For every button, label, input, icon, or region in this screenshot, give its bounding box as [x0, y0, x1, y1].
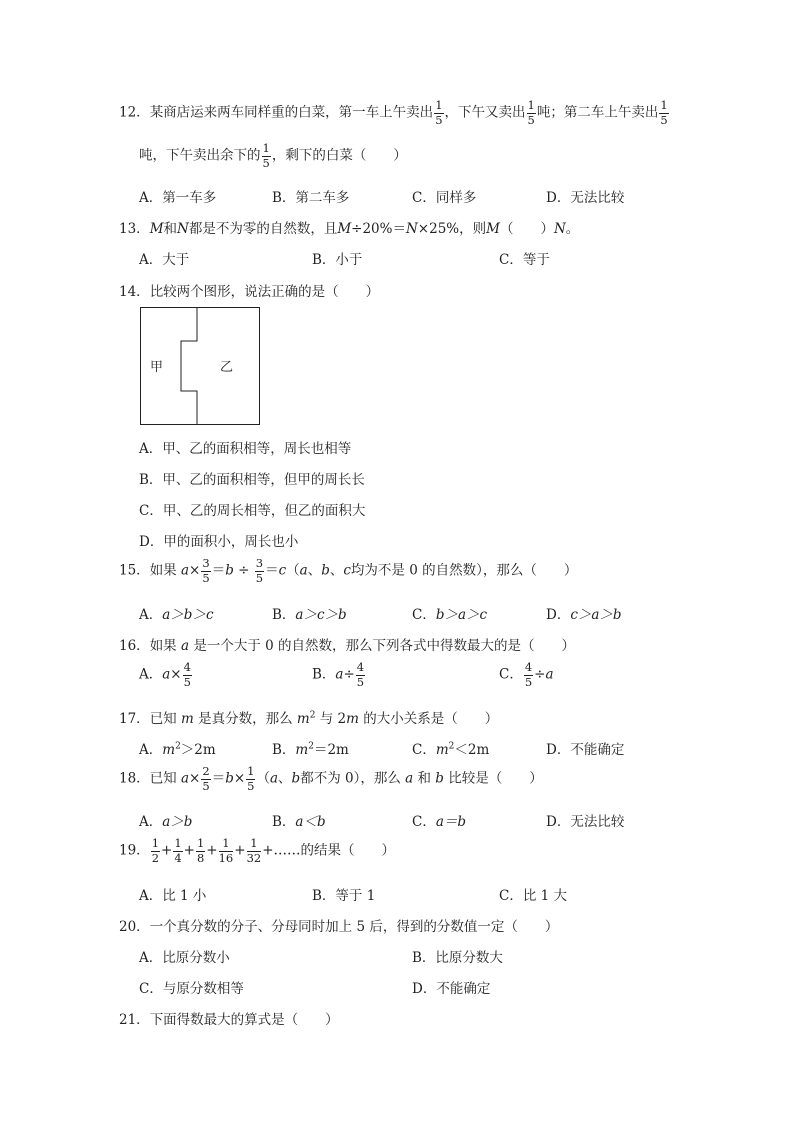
- question-number: 12．: [119, 104, 150, 121]
- variable: a: [180, 770, 190, 787]
- question-text: 和: [417, 770, 431, 787]
- question-19: [119, 838, 395, 864]
- operator: ×: [233, 770, 246, 787]
- option-b[interactable]: B．甲、乙的面积相等，但甲的周长长: [139, 472, 365, 488]
- question-number: 15．: [119, 562, 150, 579]
- variable: m: [296, 711, 310, 727]
- variable: a: [405, 770, 414, 787]
- variable: a: [299, 562, 308, 579]
- variable: m: [180, 711, 194, 727]
- option-a[interactable]: A．大于: [139, 252, 190, 268]
- option-c[interactable]: C．同样多: [412, 190, 477, 206]
- option-b[interactable]: B．a＜b: [272, 814, 326, 830]
- variable: b: [225, 562, 234, 579]
- question-text: ，下午又卖出: [444, 104, 526, 121]
- question-text: 都不为 0），那么: [300, 770, 401, 787]
- option-b[interactable]: B．小于: [312, 252, 363, 268]
- operator: ×: [189, 562, 201, 579]
- option-d[interactable]: D．甲的面积小，周长也小: [139, 534, 299, 550]
- fraction: $\frac{1}{5}$: [660, 98, 668, 127]
- exponent: 2: [309, 710, 316, 721]
- option-a[interactable]: A．a× $\frac{4}{5}$: [139, 660, 191, 689]
- variable: b: [435, 770, 444, 787]
- question-text: 已知: [149, 711, 177, 727]
- option-d[interactable]: D．c＞a＞b: [546, 607, 622, 623]
- option-a[interactable]: A．第一车多: [139, 190, 217, 206]
- option-b[interactable]: B．$m^2=2m$: [272, 741, 349, 758]
- variable: a: [269, 770, 279, 787]
- question-13: [119, 217, 579, 237]
- option-c[interactable]: C． $\frac{4}{5}$ ÷a: [499, 660, 554, 689]
- variable: c: [343, 562, 351, 579]
- option-a[interactable]: A．甲、乙的面积相等，周长也相等: [139, 441, 352, 457]
- variable: b: [291, 770, 301, 787]
- variable: M: [149, 221, 164, 237]
- question-number: 14．: [119, 284, 150, 300]
- fraction: $\frac{1}{8}$: [196, 836, 205, 865]
- question-text: （: [286, 562, 300, 579]
- question-text: 吨；第二车上午卖出: [536, 104, 659, 121]
- question-18: [119, 766, 543, 792]
- question-number: 21．: [119, 1012, 150, 1028]
- question-number: 18．: [119, 770, 150, 787]
- question-text: 与 2: [319, 711, 347, 727]
- question-text: 某商店运来两车同样重的白菜，第一车上午卖出: [149, 104, 434, 121]
- variable: b: [225, 770, 234, 787]
- fraction: $\frac{1}{5}$: [262, 141, 270, 170]
- variable: m: [346, 711, 359, 727]
- question-14: [119, 280, 379, 300]
- variable: M: [337, 221, 352, 237]
- option-a[interactable]: A．a＞b: [139, 814, 193, 830]
- operator: +: [234, 842, 246, 859]
- option-d[interactable]: D．无法比较: [546, 814, 625, 830]
- question-text: 均为不是 0 的自然数），那么（ ）: [350, 562, 578, 579]
- question-text: 的大小关系是（ ）: [363, 711, 499, 727]
- question-text: +……的结果（ ）: [262, 842, 396, 859]
- option-b[interactable]: B．a＞c＞b: [272, 607, 347, 623]
- fraction: $\frac{1}{32}$: [246, 836, 262, 865]
- question-text: （: [256, 770, 270, 787]
- operator: +: [206, 842, 218, 859]
- option-c[interactable]: C．等于: [499, 252, 550, 268]
- question-text: （ ）: [499, 221, 554, 237]
- question-number: 16．: [119, 638, 150, 654]
- question-text: 和: [163, 221, 178, 237]
- question-text: 下面得数最大的算式是（ ）: [149, 1012, 339, 1028]
- option-a[interactable]: A．比 1 小: [139, 888, 207, 904]
- fraction: $\frac{1}{4}$: [174, 836, 182, 865]
- option-b[interactable]: B．a÷ $\frac{4}{5}$: [312, 660, 365, 689]
- question-text: 、: [329, 562, 344, 579]
- option-c[interactable]: C．$m^2<2m$: [412, 741, 490, 758]
- question-text: 吨，下午卖出余下的: [139, 147, 261, 164]
- question-12: [119, 100, 670, 126]
- fraction: $\frac{1}{5}$: [527, 98, 535, 127]
- question-text: 都是不为零的自然数，且: [188, 221, 338, 237]
- fraction: $\frac{1}{5}$: [435, 98, 443, 127]
- question-15: [119, 558, 577, 584]
- operator: +: [161, 842, 173, 859]
- question-text: 。: [565, 221, 580, 237]
- fraction: $\frac{3}{5}$: [255, 556, 264, 585]
- question-text: 、: [278, 770, 292, 787]
- question-text: ×25%，则: [417, 221, 487, 237]
- question-text: 比较两个图形，说法正确的是（ ）: [149, 284, 380, 300]
- option-a[interactable]: A．比原分数小: [139, 950, 230, 966]
- question-20: [119, 915, 558, 935]
- question-12-line2: [139, 143, 407, 169]
- option-c[interactable]: C．b＞a＞c: [412, 607, 488, 623]
- question-text: 、: [307, 562, 322, 579]
- question-text: 是真分数，那么: [198, 711, 293, 727]
- question-number: 17．: [119, 711, 150, 727]
- option-c[interactable]: C．甲、乙的周长相等，但乙的面积大: [139, 503, 366, 519]
- option-d[interactable]: D．不能确定: [546, 742, 625, 758]
- question-text: ÷20%＝: [351, 221, 406, 237]
- option-b[interactable]: B．等于 1: [312, 888, 376, 904]
- fraction: $\frac{1}{2}$: [151, 836, 160, 865]
- option-d[interactable]: D．不能确定: [412, 981, 491, 997]
- variable: N: [177, 221, 189, 237]
- option-c[interactable]: C．a＝b: [412, 814, 467, 830]
- question-text: 已知: [149, 770, 177, 787]
- fraction: $\frac{1}{5}$: [247, 764, 255, 793]
- label-jia: 甲: [150, 360, 164, 375]
- fraction: $\frac{3}{5}$: [202, 556, 210, 585]
- variable: b: [321, 562, 330, 579]
- option-a[interactable]: A．$m^2>2m$: [139, 741, 216, 758]
- fraction: $\frac{2}{5}$: [202, 764, 210, 793]
- variable: N: [553, 221, 566, 237]
- variable: N: [405, 221, 418, 237]
- question-text: 如果: [149, 562, 177, 579]
- question-number: 19．: [119, 842, 150, 859]
- operator: +: [183, 842, 195, 859]
- option-b[interactable]: B．比原分数大: [412, 950, 503, 966]
- question-text: 如果: [149, 638, 177, 654]
- operator: ＝: [211, 770, 226, 787]
- shapes-figure: [140, 307, 260, 425]
- operator: ＝: [265, 562, 279, 579]
- question-number: 20．: [119, 919, 150, 935]
- variable: c: [278, 562, 287, 579]
- question-text: ，剩下的白菜（ ）: [271, 147, 407, 164]
- variable: M: [486, 221, 500, 237]
- operator: ＝: [211, 562, 226, 579]
- question-16: [119, 634, 575, 654]
- question-21: [119, 1008, 339, 1028]
- question-number: 13．: [119, 221, 150, 237]
- question-text: 比较是（ ）: [448, 770, 543, 787]
- option-a[interactable]: A．a＞b＞c: [139, 607, 214, 623]
- variable: a: [180, 638, 190, 654]
- option-c[interactable]: C．比 1 大: [499, 888, 568, 904]
- dividing-line: [181, 308, 197, 425]
- label-yi: 乙: [220, 360, 234, 375]
- operator: ÷: [238, 562, 250, 579]
- variable: a: [180, 562, 190, 579]
- option-c[interactable]: C．与原分数相等: [139, 981, 244, 997]
- fraction: $\frac{1}{16}$: [218, 836, 234, 865]
- option-b[interactable]: B．第二车多: [272, 190, 350, 206]
- question-text: 是一个大于 0 的自然数，那么下列各式中得数最大的是（ ）: [193, 638, 576, 654]
- option-d[interactable]: D．无法比较: [546, 190, 625, 206]
- question-17: [119, 707, 498, 727]
- question-text: 一个真分数的分子、分母同时加上 5 后，得到的分数值一定（ ）: [149, 919, 559, 935]
- operator: ×: [189, 770, 201, 787]
